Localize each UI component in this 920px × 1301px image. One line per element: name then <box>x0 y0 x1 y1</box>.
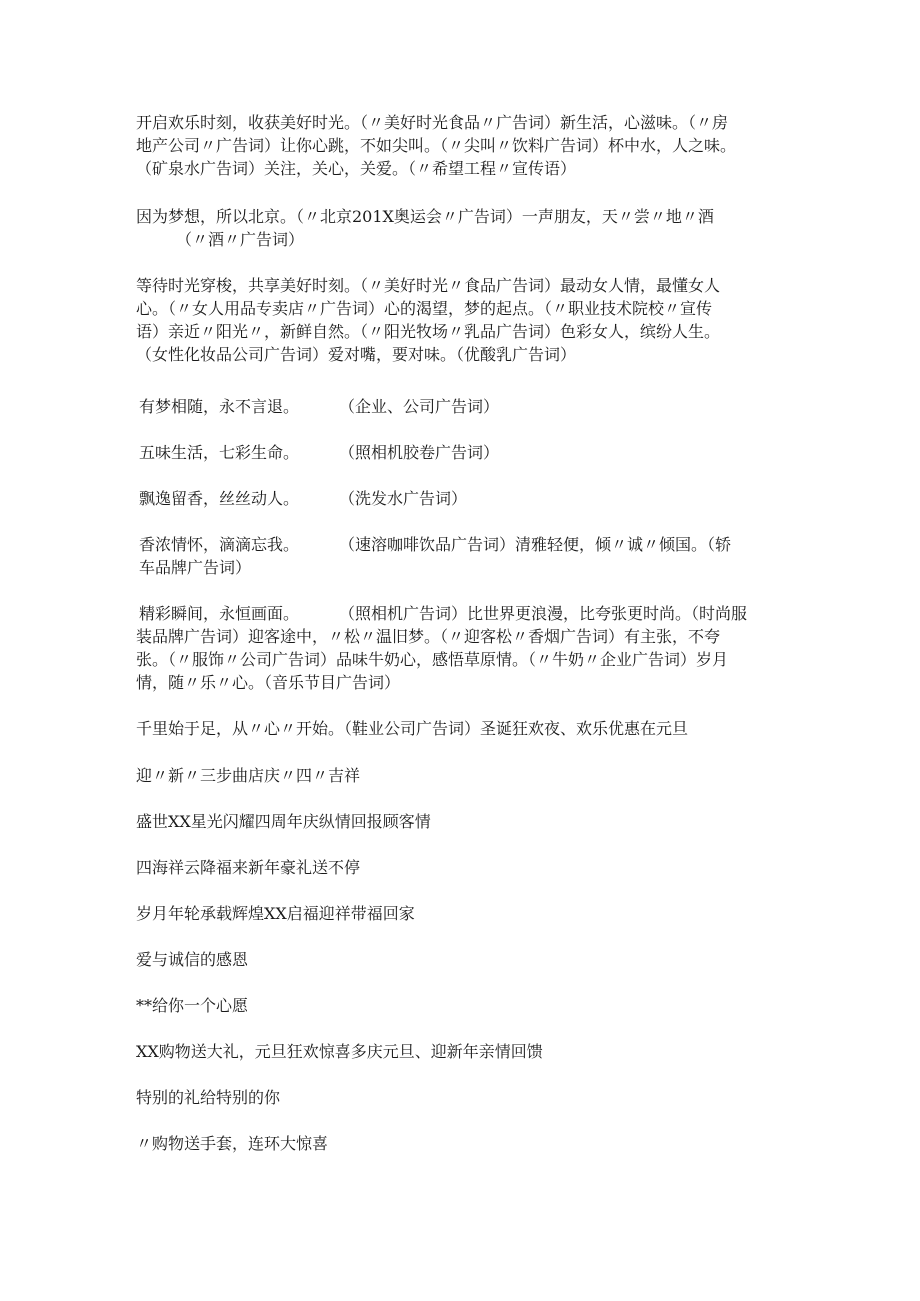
slogan-source: （照相机胶卷广告词） <box>339 443 500 462</box>
paragraph-3 <box>136 274 786 366</box>
slogan-source: （速溶咖啡饮品广告词）清雅轻便，倾〃诚〃倾国。（轿 <box>339 535 732 554</box>
paragraph-2 <box>136 205 786 251</box>
text-line: 语）亲近〃阳光〃，新鲜自然。（〃阳光牧场〃乳品广告词）色彩女人，缤纷人生。 <box>136 322 721 341</box>
text-line: （矿泉水广告词）关注，关心，关爱。（〃希望工程〃宣传语） <box>136 159 577 178</box>
slogan-line: 〃购物送手套，连环大惊喜 <box>136 1134 329 1153</box>
slogan-pair <box>139 395 499 418</box>
slogan-text: 精彩瞬间，永恒画面。 <box>139 604 300 623</box>
slogan-line: 四海祥云降福来新年豪礼送不停 <box>136 858 361 877</box>
text-line: 心。（〃女人用品专卖店〃广告词）心的渴望，梦的起点。（〃职业技术院校〃宣传 <box>136 299 713 318</box>
slogan-pair <box>139 441 499 464</box>
slogan-line: 迎〃新〃三步曲店庆〃四〃吉祥 <box>136 766 361 785</box>
slogan-text: 五味生活，七彩生命。 <box>139 443 300 462</box>
paragraph-4 <box>136 625 786 694</box>
slogan-text: 香浓情怀，滴滴忘我。 <box>139 535 300 554</box>
slogan-line: 岁月年轮承载辉煌XX启福迎祥带福回家 <box>136 904 415 923</box>
text-line: 装品牌广告词）迎客途中，〃松〃温旧梦。（〃迎客松〃香烟广告词）有主张，不夸 <box>136 627 721 646</box>
text-line: （〃酒〃广告词） <box>176 230 305 249</box>
text-line: 等待时光穿梭，共享美好时刻。（〃美好时光〃食品广告词）最动女人情，最懂女人 <box>136 276 721 295</box>
slogan-line: 千里始于足，从〃心〃开始。（鞋业公司广告词）圣诞狂欢夜、欢乐优惠在元旦 <box>136 719 689 738</box>
slogan-pair <box>139 533 731 556</box>
slogan-pair <box>139 602 747 625</box>
slogan-text: 飘逸留香，丝丝动人。 <box>139 489 300 508</box>
slogan-source-continued: 车品牌广告词） <box>139 558 252 577</box>
slogan-line: 特别的礼给特别的你 <box>136 1088 281 1107</box>
text-line: 开启欢乐时刻，收获美好时光。（〃美好时光食品〃广告词）新生活，心滋味。（〃房 <box>136 113 729 132</box>
slogan-line: XX购物送大礼，元旦狂欢惊喜多庆元旦、迎新年亲情回馈 <box>136 1042 543 1061</box>
slogan-line: 爱与诚信的感恩 <box>136 950 249 969</box>
slogan-source: （照相机广告词）比世界更浪漫，比夸张更时尚。（时尚服 <box>339 604 748 623</box>
slogan-source: （洗发水广告词） <box>339 489 468 508</box>
slogan-pair <box>139 487 467 510</box>
text-line: 地产公司〃广告词）让你心跳，不如尖叫。（〃尖叫〃饮料广告词）杯中水，人之味。 <box>136 136 737 155</box>
slogan-continuation <box>139 556 251 579</box>
paragraph-1 <box>136 111 786 180</box>
slogan-source: （企业、公司广告词） <box>339 397 500 416</box>
text-line: 张。（〃服饰〃公司广告词）品味牛奶心，感悟草原情。（〃牛奶〃企业广告词）岁月 <box>136 650 729 669</box>
slogan-text: 有梦相随，永不言退。 <box>139 397 300 416</box>
text-line: （女性化妆品公司广告词）爱对嘴，要对味。（优酸乳广告词） <box>136 345 577 364</box>
text-line: 因为梦想，所以北京。（〃北京201X奥运会〃广告词）一声朋友，天〃尝〃地〃酒 <box>136 207 714 226</box>
slogan-line: **给你一个心愿 <box>136 996 249 1015</box>
text-line: 情，随〃乐〃心。（音乐节目广告词） <box>136 673 401 692</box>
slogan-line: 盛世XX星光闪耀四周年庆纵情回报顾客情 <box>136 812 431 831</box>
